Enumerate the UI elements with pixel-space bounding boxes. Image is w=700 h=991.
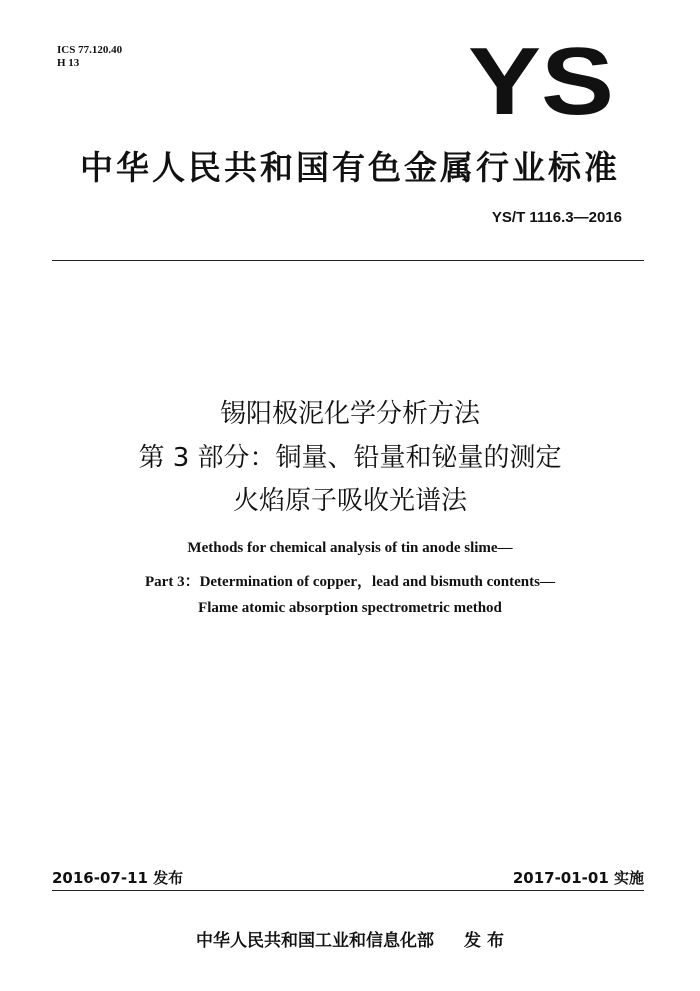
standard-category-title: 中华人民共和国有色金属行业标准 xyxy=(80,148,620,187)
footer-divider xyxy=(52,890,644,891)
chinese-title-line-1: 锡阳极泥化学分析方法 xyxy=(219,399,480,429)
english-title-line-3: Flame atomic absorption spectrometric method xyxy=(198,600,502,616)
issuer-name: 中华人民共和国工业和信息化部 xyxy=(196,931,435,951)
classification-codes xyxy=(57,44,122,70)
issuing-authority xyxy=(0,926,700,951)
english-title-line-1: Methods for chemical analysis of tin anode slime— xyxy=(187,540,513,556)
issue-word: 发 布 xyxy=(464,931,504,951)
standard-number: YS/T 1116.3—2016 xyxy=(491,209,622,226)
header-divider xyxy=(52,260,644,261)
implement-date: 2017-01-01 实施 xyxy=(512,869,644,887)
english-title-line-2: Part 3：Determination of copper，lead and bismuth contents— xyxy=(145,574,555,590)
ccs-code: H 13 xyxy=(57,57,80,69)
logo-text: YS xyxy=(468,40,614,120)
ys-logo xyxy=(466,40,616,120)
ics-code: ICS 77.120.40 xyxy=(57,44,123,56)
publish-date: 2016-07-11 发布 xyxy=(52,869,184,887)
chinese-title-line-2: 第 3 部分：铜量、铅量和铋量的测定 xyxy=(138,443,562,473)
chinese-title-line-3: 火焰原子吸收光谱法 xyxy=(232,486,467,516)
